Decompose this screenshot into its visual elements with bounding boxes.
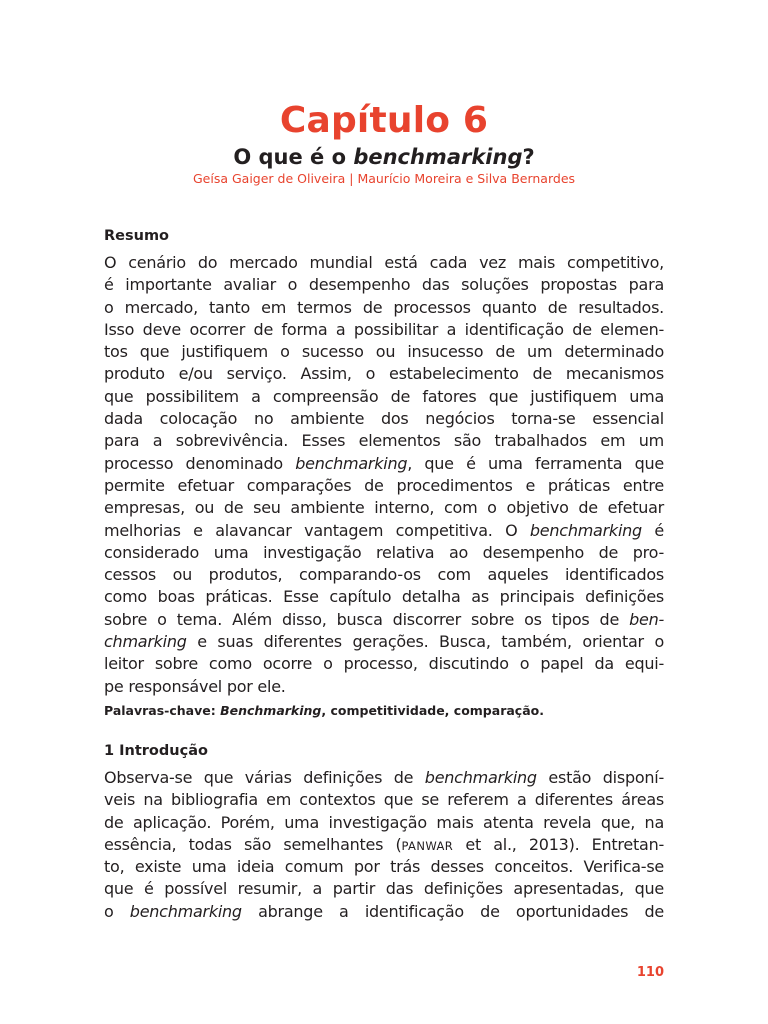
text-run: e suas diferentes gerações. Busca, também, orientar o xyxy=(186,632,664,652)
text-run: estão disponí- xyxy=(536,768,664,787)
text-run: que possibilitem a compreensão de fatores que justifiquem uma xyxy=(104,386,664,406)
text-run: como boas práticas. Esse capítulo detalha as principais definições xyxy=(104,587,664,607)
keywords-list: , competitividade, comparação. xyxy=(321,703,544,718)
abstract-heading: Resumo xyxy=(104,228,170,244)
text-run: cessos ou produtos, comparando-os com aqueles identificados xyxy=(104,565,664,585)
text-line xyxy=(104,767,664,789)
text-line xyxy=(104,520,664,542)
text-run: empresas, ou de seu ambiente interno, com o objetivo de efetuar xyxy=(104,498,664,518)
emphasis-term: benchmarking xyxy=(424,768,537,787)
text-line xyxy=(104,789,664,811)
subtitle-emphasis: benchmarking xyxy=(353,145,523,169)
text-line xyxy=(104,252,664,274)
text-line xyxy=(104,834,664,856)
text-run: Observa-se que várias definições de xyxy=(104,768,425,787)
text-run: pe responsável por ele. xyxy=(104,676,286,696)
text-line xyxy=(104,542,664,564)
text-line xyxy=(104,609,664,631)
author-citation: PANWAR xyxy=(401,838,454,853)
emphasis-term: chmarking xyxy=(104,632,187,652)
text-run: é importante avaliar o desempenho das soluções propostas para xyxy=(104,275,664,295)
emphasis-term: benchmarking xyxy=(129,901,242,921)
text-run: produto e/ou serviço. Assim, o estabelecimento de mecanismos xyxy=(104,364,664,384)
intro-paragraph xyxy=(104,767,664,923)
text-line xyxy=(104,901,664,923)
text-line xyxy=(104,676,664,698)
keywords-line xyxy=(104,702,544,720)
text-line xyxy=(104,274,664,296)
chapter-title: Capítulo 6 xyxy=(279,100,489,141)
text-line xyxy=(104,363,664,385)
text-run: et al., 2013). Entretan- xyxy=(453,834,664,854)
text-run: o mercado, tanto em termos de processos quanto de resultados. xyxy=(104,297,664,317)
text-line xyxy=(104,319,664,341)
text-run: sobre o tema. Além disso, busca discorrer sobre os tipos de xyxy=(104,609,630,629)
emphasis-term: ben- xyxy=(629,609,664,629)
text-run: é xyxy=(641,520,664,540)
text-line xyxy=(104,386,664,408)
text-line xyxy=(104,586,664,608)
text-line xyxy=(104,812,664,834)
text-run: veis na bibliografia em contextos que se referem a diferentes áreas xyxy=(104,790,664,810)
text-line xyxy=(104,475,664,497)
text-run: dada colocação no ambiente dos negócios torna-se essencial xyxy=(104,409,664,429)
text-run: que é possível resumir, a partir das definições apresentadas, que xyxy=(104,879,664,899)
text-line xyxy=(104,297,664,319)
text-line xyxy=(104,564,664,586)
text-line xyxy=(104,497,664,519)
text-run: , que é uma ferramenta que xyxy=(407,453,664,473)
text-run: tos que justifiquem o sucesso ou insucesso de um determinado xyxy=(104,342,664,362)
text-run: abrange a identificação de oportunidades de xyxy=(241,901,665,921)
text-run: para a sobrevivência. Esses elementos são trabalhados em um xyxy=(104,431,664,451)
text-run: processo denominado xyxy=(104,453,296,473)
keywords-label: Palavras-chave: xyxy=(104,703,221,718)
text-run: O cenário do mercado mundial está cada vez mais competitivo, xyxy=(104,253,664,272)
text-run: Isso deve ocorrer de forma a possibilitar a identificação de elemen- xyxy=(104,319,664,339)
abstract-paragraph xyxy=(104,252,664,698)
text-line xyxy=(104,341,664,363)
intro-heading: 1 Introdução xyxy=(104,743,208,759)
chapter-subtitle xyxy=(0,142,768,172)
subtitle-text: O que é o xyxy=(233,145,354,169)
text-line xyxy=(104,878,664,900)
keywords-emphasis: Benchmarking xyxy=(220,703,322,718)
page-number: 110 xyxy=(636,965,664,980)
text-run: leitor sobre como ocorre o processo, discutindo o papel da equi- xyxy=(104,654,664,674)
text-line xyxy=(104,408,664,430)
text-line xyxy=(104,653,664,675)
text-line xyxy=(104,856,664,878)
text-run: essência, todas são semelhantes ( xyxy=(104,834,402,854)
text-line xyxy=(104,453,664,475)
emphasis-term: benchmarking xyxy=(529,520,642,540)
emphasis-term: benchmarking xyxy=(295,453,408,473)
text-run: permite efetuar comparações de procedimentos e práticas entre xyxy=(104,475,664,495)
chapter-authors: Geísa Gaiger de Oliveira | Maurício Moreira e Silva Bernardes xyxy=(192,171,576,186)
subtitle-question-mark: ? xyxy=(522,145,535,169)
text-line xyxy=(104,631,664,653)
text-line xyxy=(104,430,664,452)
text-run: de aplicação. Porém, uma investigação mais atenta revela que, na xyxy=(104,812,664,832)
text-run: to, existe uma ideia comum por trás desses conceitos. Verifica-se xyxy=(104,857,664,877)
text-run: o xyxy=(104,901,130,921)
text-run: considerado uma investigação relativa ao desempenho de pro- xyxy=(104,542,664,562)
text-run: melhorias e alavancar vantagem competitiva. O xyxy=(104,520,530,540)
